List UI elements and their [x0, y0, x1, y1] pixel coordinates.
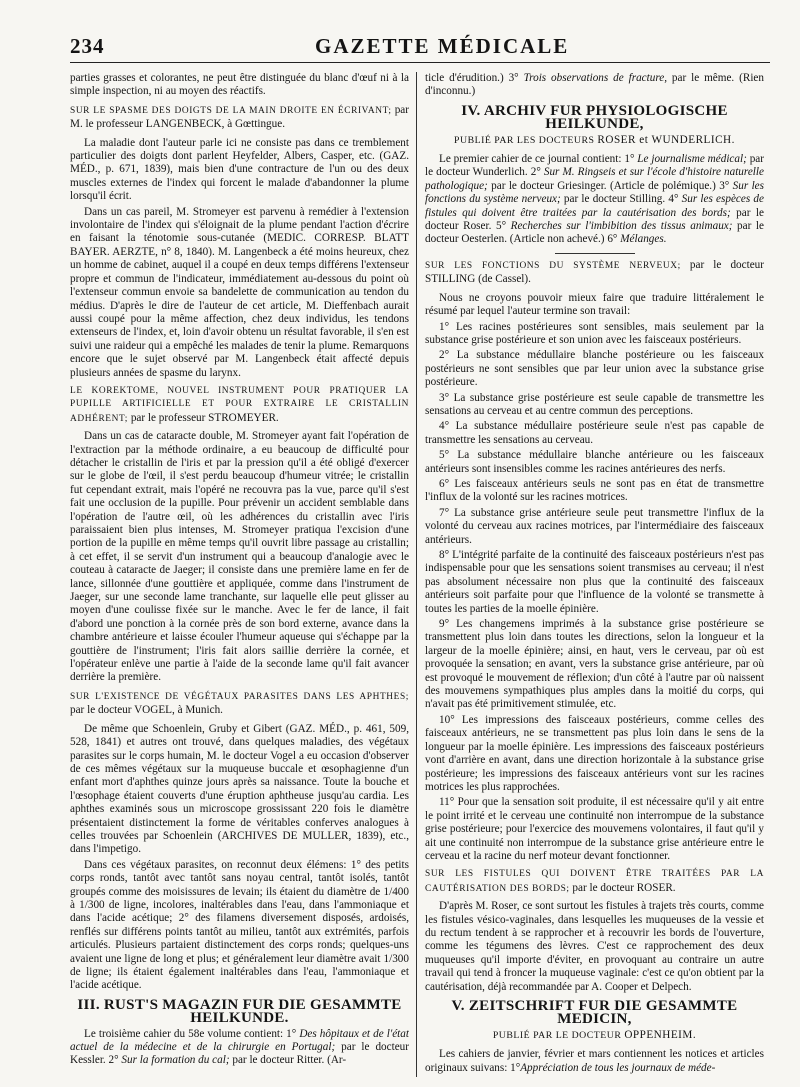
numbered-item: 9° Les changemens imprimés à la substance grise postérieure se transmettent plus loin dans toutes les directions, selon la longueur et la largeur de la moelle épinière; ainsi, en haut, vers le cerveau, par où est provoquée la sensation; en avant, vers la substance grise antérieure, par où est provoqué le mouvement de réflexion; d'un côté à l'autre par où naissent des mouvemens sympathiques plus amples dans la moitié du corps, qui n'avait pas été primitivement stimulée, etc. [425, 618, 764, 711]
paragraph: De même que Schoenlein, Gruby et Gibert (GAZ. MÉD., p. 461, 509, 528, 1841) et autres ont trouvé, dans quelques maladies, des végétaux parasites sur le corps humain, M. le docteur Vogel a eu occasion d'observer de ces mêmes végétaux sur la muqueuse buccale et œsophagienne d'un enfant mort d'aphthes quinze jours après sa naissance. Toute la bouche et l'œsophage étaient couverts d'une éruption aphtheuse jusqu'au cardia. Les aphthes examinés sous un microscope grossissant 220 fois le diamètre présentaient distinctement la forme de véritables conferves analogues à celles trouvées par Schoenlein (ARCHIVES DE MULLER, 1839), etc., dans l'impetigo. [70, 722, 409, 856]
article-heading-stilling [425, 259, 764, 288]
article-heading-korektome [70, 385, 409, 426]
article-heading-text: SUR LES FISTULES QUI DOIVENT ÊTRE TRAITÉES PAR LA CAUTÉRISATION DES BORDS; [425, 869, 764, 894]
article-heading-fistules [425, 868, 764, 896]
numbered-item: 1° Les racines postérieures sont sensibles, mais seulement par la substance grise postérieure et son union avec les faisceaux postérieurs. [425, 320, 764, 346]
article-heading-text: SUR LE SPASME DES DOIGTS DE LA MAIN DROITE EN ÉCRIVANT; [70, 105, 392, 116]
numbered-item: 2° La substance médullaire blanche postérieure ou les faisceaux postérieurs ne sont sensibles que par leur union avec la substance grise postérieure. [425, 349, 764, 389]
section-title-zeitschrift: V. ZEITSCHRIFT FUR DIE GESAMMTE MEDICIN, [451, 998, 738, 1028]
paragraph: Dans ces végétaux parasites, on reconnut deux élémens: 1° des petits corps ronds, tantôt avec tantôt sans noyau central, tantôt isolés, tantôt groupés comme des moisissures de levain; ils étaient du diamètre de 1/400 à 1/300 de ligne, incolores, inaltérables dans l'eau, dans l'ammoniaque et dans l'acide acétique; 2° des filamens diversement disposés, ardoisés, renflés sur différens points tantôt au milieu, tantôt aux extrémités, parfois articulés. Plusieurs partaient distinctement des corps ronds; quelques-uns avaient une ligne de long et plus; et généralement leur diamètre avait 1/300 de ligne; ils étaient également inaltérables dans l'eau, l'ammoniaque et l'acide acétique. [70, 858, 409, 992]
left-column [70, 72, 409, 1077]
page-number: 234 [70, 34, 105, 58]
numbered-item: 11° Pour que la sensation soit produite, il est nécessaire qu'il y ait entre le point irrité et le cerveau une continuité non interrompue de la substance grise postérieure; pour l'exercice des mouvemens volontaires, il faut qu'il y ait une continuité non interrompue de la substance grise antérieure entre le cerveau et la racine du nerf moteur devant fonctionner. [425, 796, 764, 862]
numbered-item: 5° La substance médullaire blanche antérieure ou les faisceaux antérieurs sont insensibles comme les racines antérieures des nerfs. [425, 449, 764, 475]
paragraph: Les cahiers de janvier, février et mars contiennent les notices et articles originaux suivans: 1°Appréciation de tous les journaux de méde- [425, 1048, 764, 1074]
paragraph: Le troisième cahier du 58e volume contient: 1° Des hôpitaux et de l'état actuel de la médecine et de la chirurgie en Portugal; par le docteur Kessler. 2° Sur la formation du cal; par le docteur Ritter. (Ar- [70, 1027, 409, 1067]
numbered-item: 6° Les faisceaux antérieurs seuls ne sont pas en état de transmettre l'influx de la volonté sur les racines motrices. [425, 477, 764, 504]
paragraph: Dans un cas pareil, M. Stromeyer est parvenu à remédier à l'extension involontaire de l'index qui s'éloignait de la plume pendant l'action d'écrire en faisant la ténotomie sous-cutanée (MEDIC. CORRESP. BLATT BAYER. AERZTE, n° 8, 1840). M. Langenbeck a été moins heureux, chez un homme de cabinet, auquel il a coupé en deux temps différens l'extenseur propre et commun de l'indicateur, immédiatement au-dessous du point où l'extenseur commun envoie sa bandelette de communication au tendon du médius. D'après le dire de l'auteur de cet article, M. Dieffenbach aurait aussi coupé pour la même affection, chez deux individus, les tendons extenseurs de l'index, et, loin d'avoir obtenu un résultat favorable, il s'en est suivi une raideur qui a empêché les malades de tenir la plume. Remarquons encore que le sujet observé par M. Langenbeck était affecté depuis plusieurs années de spasme du larynx. [70, 205, 409, 379]
numbered-item: 3° La substance grise postérieure est seule capable de transmettre les sensations au cerveau et au centre commun des perceptions. [425, 391, 764, 417]
column-divider [416, 72, 417, 1077]
article-heading-author: par le docteur STILLING (de Cassel). [425, 258, 764, 286]
article-heading-text: LE KOREKTOME, NOUVEL INSTRUMENT POUR PRATIQUER LA PUPILLE ARTIFICIELLE ET POUR EXTRAIRE LE CRISTALLIN ADHÉRENT; [70, 385, 409, 424]
article-heading-text: SUR L'EXISTENCE DE VÉGÉTAUX PARASITES DANS LES APHTHES; [70, 691, 409, 702]
numbered-item: 4° La substance médullaire postérieure seule n'est pas capable de transmettre les sensations au cerveau. [425, 420, 764, 446]
continued-paragraph: ticle d'érudition.) 3° Trois observations de fracture, par le même. (Rien d'inconnu.) [425, 72, 764, 98]
divider [555, 253, 635, 254]
paragraph: Le premier cahier de ce journal contient: 1° Le journalisme médical; par le docteur Wunderlich. 2° Sur M. Ringseis et sur l'école d'histoire naturelle pathologique; par le docteur Griesinger. (Article de polémique.) 3° Sur les fonctions du système nerveux; par le docteur Stilling. 4° Sur les espèces de fistules qui doivent être traitées par la cautérisation des bords; par le docteur Roser. 5° Recherches sur l'imbibition des tissus animaux; par le docteur Oesterlen. (Article non achevé.) 6° Mélanges. [425, 153, 764, 246]
page-header [70, 32, 770, 63]
article-heading-author: par M. le professeur LANGENBECK, à Gœttingue. [70, 103, 409, 131]
article-heading-author: par le professeur STROMEYER. [128, 411, 279, 424]
section-title-rust: III. RUST'S MAGAZIN FUR DIE GESAMMTE HEILKUNDE. [77, 996, 402, 1027]
paragraph: La maladie dont l'auteur parle ici ne consiste pas dans ce tremblement particulier des doigts dont parlent Heyfelder, Albers, Casper, etc. (GAZ. MÉD., p. 671, 1839), mais bien d'une contracture de l'un ou des deux muscles externes de l'index qui forcent le malade d'abandonner la plume lorsqu'il écrit. [70, 136, 409, 203]
numbered-item: 10° Les impressions des faisceaux postérieurs, comme celles des faisceaux antérieurs, ne se transmettent pas plus loin dans le sens de la longueur par la moelle épinière. Les impressions des faisceaux postérieurs vont d'arrière en avant, dans une direction horizontale à la substance grise postérieure; les impressions des faisceaux antérieurs vont sur les racines motrices les plus rapprochées. [425, 713, 764, 793]
numbered-item: 7° La substance grise antérieure seule peut transmettre l'influx de la volonté du cerveau aux racines motrices, par l'intermédiaire des faisceaux antérieurs. [425, 506, 764, 546]
right-column [425, 72, 764, 1077]
article-heading-text: SUR LES FONCTIONS DU SYSTÈME NERVEUX; [425, 260, 681, 271]
article-heading-spasme [70, 104, 409, 133]
journal-page [70, 32, 770, 1077]
paragraph: D'après M. Roser, ce sont surtout les fistules à trajets très courts, comme les fistules vésico-vaginales, dans lesquelles les muqueuses de la vessie et du rectum tendent à se rapprocher et à recouvrir les bords de l'ouverture, comme les tégumens des lèvres. C'est ce rapprochement des deux muqueuses qu'il importe d'éviter, en provoquant au contraire un autre travail qui tend à froncer la muqueuse vaginale: c'est ce qu'on obtient par la cautérisation, déjà recommandée par A. Cooper et Delpech. [425, 900, 764, 993]
section-title-archiv: IV. ARCHIV FUR PHYSIOLOGISCHE HEILKUNDE, [461, 102, 728, 133]
section-editors: PUBLIÉ PAR LES DOCTEURS ROSER et WUNDERLICH. [454, 133, 735, 146]
continued-paragraph: parties grasses et colorantes, ne peut être distinguée du blanc d'œuf ni à la simple inspection, ni au moyen des réactifs. [70, 72, 409, 98]
article-heading-aphthes [70, 690, 409, 719]
paragraph: Dans un cas de cataracte double, M. Stromeyer ayant fait l'opération de l'extraction par la méthode ordinaire, a eu beaucoup de difficulté pour détacher le cristallin de l'iris et par la pression qu'il a été obligé d'exercer sur le globe de l'œil, il s'est perdu beaucoup d'humeur vitrée; le cristallin fut cependant extrait, mais l'opéré ne recouvra pas la vue, parce qu'il s'est fait une occlusion de la pupille. Pour prévenir un accident semblable dans l'opération de l'autre œil, où les adhérences du cristallin avec l'iris paraissaient bien plus intenses, M. Stromeyer pratiqua l'excision d'une portion de la pupille en même temps qu'il ouvrit libre passage au cristallin; à cet effet, il se servit d'un instrument qui a beaucoup d'analogie avec le couteau à cataracte de Jaeger; il consiste dans une première lame en fer de lance, sillonnée d'une gouttière et appliquée, comme dans l'instrument de Jaeger, sur une seconde lame tranchante, sur laquelle elle peut glisser au moyen d'une coulisse fixée sur le manche. Avec le fer de lance, il fait d'abord une ponction à la cornée près de son bord externe, avance dans la chambre antérieure et laisse écouler l'humeur aqueuse qui s'échappe par la gouttière de l'instrument; l'iris fait alors saillie derrière la cornée, et l'opérateur enlève une partie à l'aide de la seconde lame qu'il fait avancer derrière la première. [70, 430, 409, 684]
running-title: GAZETTE MÉDICALE [315, 34, 570, 58]
numbered-item: 8° L'intégrité parfaite de la continuité des faisceaux postérieurs n'est pas indispensable pour que les sensations soient transmises au cerveau; il n'est pas absolument nécessaire non plus que la continuité des faisceaux antérieurs soit parfaite pour que l'influence de la volonté se transmette à toutes les parties de la moelle épinière. [425, 549, 764, 615]
article-heading-author: par le docteur ROSER. [569, 881, 676, 894]
article-heading-author: par le docteur VOGEL, à Munich. [70, 704, 223, 717]
section-editors: PUBLIÉ PAR LE DOCTEUR OPPENHEIM. [492, 1028, 697, 1041]
paragraph: Nous ne croyons pouvoir mieux faire que traduire littéralement le résumé par lequel l'auteur termine son travail: [425, 291, 764, 318]
